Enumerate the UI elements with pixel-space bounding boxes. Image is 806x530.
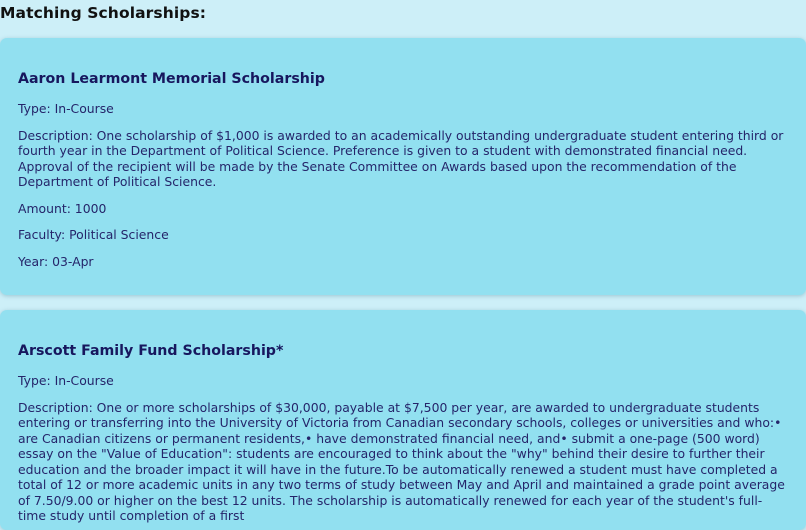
scholarship-year: Year: 03-Apr <box>18 253 94 269</box>
scholarship-title: Aaron Learmont Memorial Scholarship <box>18 71 325 87</box>
scholarship-description: Description: One or more scholarships of $30,000, payable at $7,500 per year, are awarded to undergraduate students entering or transferring into the University of Victoria from Canadian secondary schools, colleges or universities and who:• are Canadian citizens or permanent residents,• have demonstrated financial need, and• submit a one-page (500 word) essay on the "Value of Education": students are encouraged to think about the "why" behind their desire to further their education and the broader impact it will have in the future.To be automatically renewed a student must have completed a total of 12 or more academic units in any two terms of study between May and April and maintained a grade point average of 7.50/9.00 or higher on the best 12 units. The scholarship is automatically renewed for each year of the student's full-time study until completion of a first <box>18 399 785 523</box>
scholarship-title: Arscott Family Fund Scholarship* <box>18 343 284 359</box>
scholarship-description: Description: One scholarship of $1,000 is awarded to an academically outstanding undergraduate student entering third or fourth year in the Department of Political Science. Preference is given to a student with demonstrated financial need. Approval of the recipient will be made by the Senate Committee on Awards based upon the recommendation of the Department of Political Science. <box>18 127 784 189</box>
scholarship-type: Type: In-Course <box>18 101 114 116</box>
scholarship-type: Type: In-Course <box>18 373 114 388</box>
scholarship-faculty: Faculty: Political Science <box>18 227 169 242</box>
scholarship-amount: Amount: 1000 <box>18 200 107 216</box>
page-title: Matching Scholarships: <box>0 4 207 22</box>
scholarship-card <box>0 38 806 295</box>
scholarship-card <box>0 310 806 530</box>
